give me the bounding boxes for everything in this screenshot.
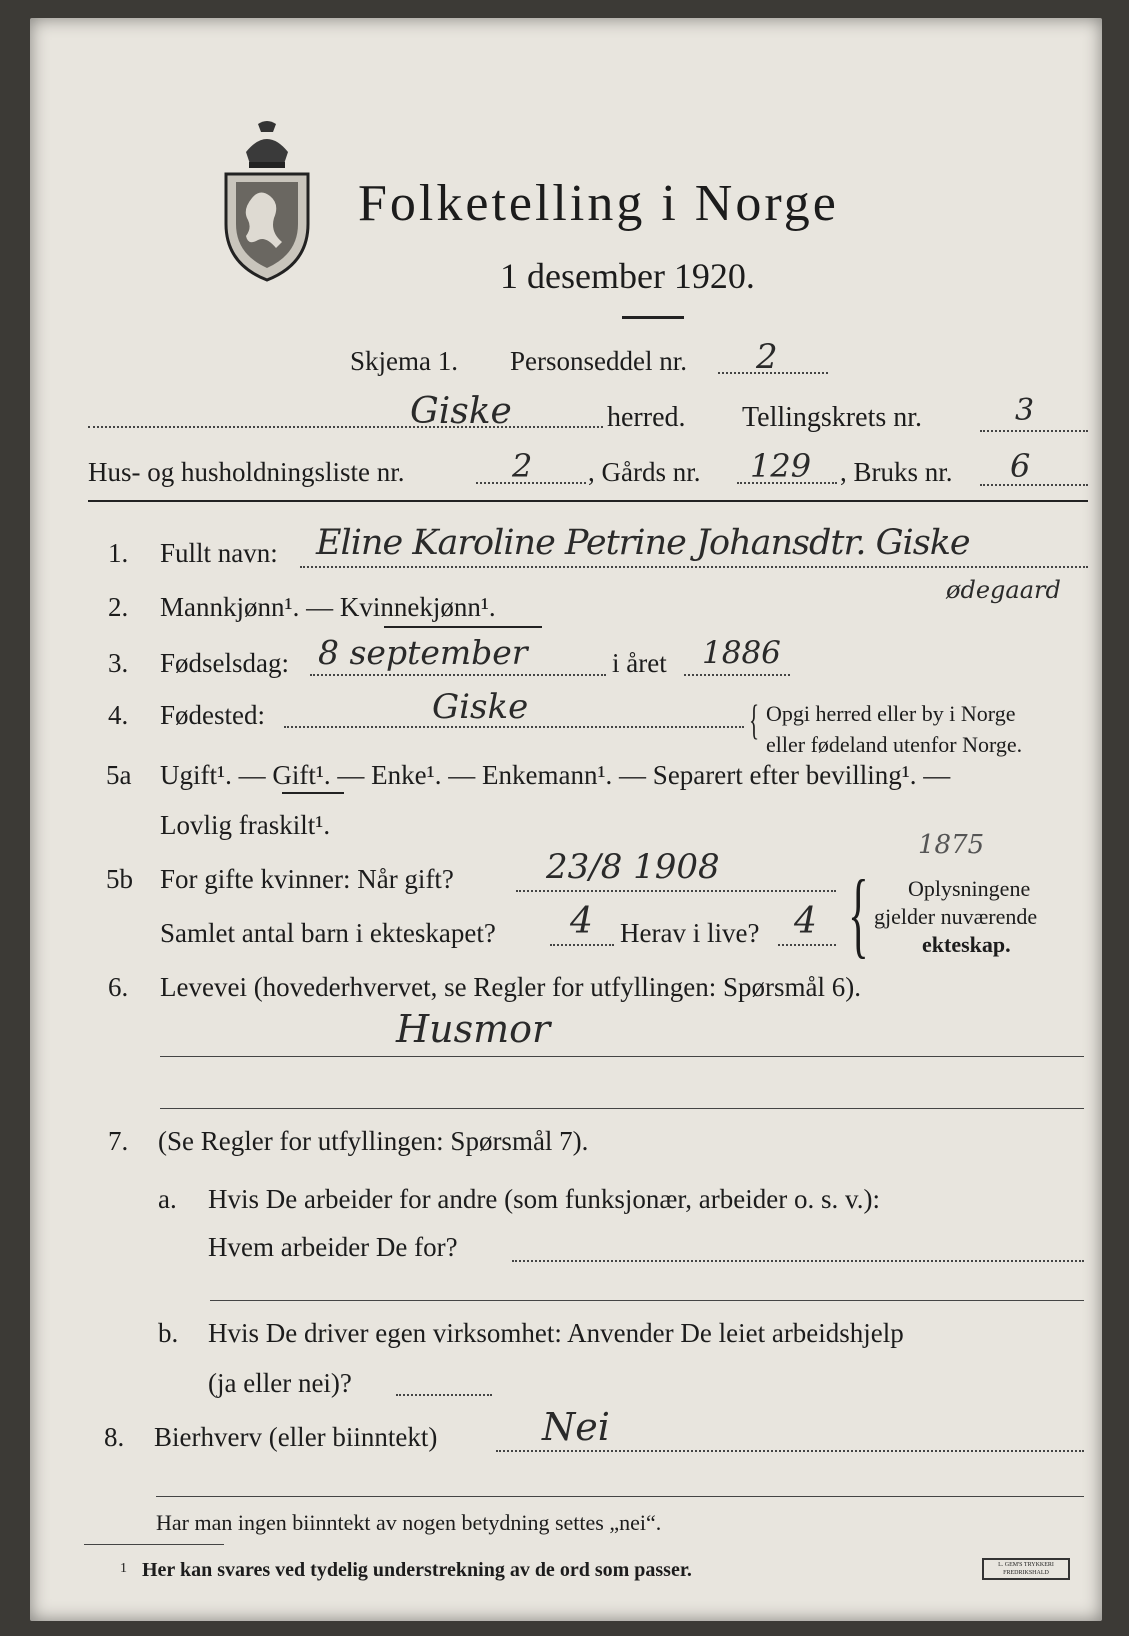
q6-field-line2 [160, 1108, 1084, 1109]
q7a-line1: Hvis De arbeider for andre (som funksjonær, arbeider o. s. v.): [208, 1184, 880, 1214]
q5b-label-married: For gifte kvinner: Når gift? [160, 864, 454, 894]
q7a-field-line2 [210, 1300, 1084, 1301]
q5b-label-alive: Herav i live? [620, 918, 760, 948]
q7b-field-line [396, 1394, 492, 1396]
biinntekt-note: Har man ingen biinntekt av nogen betydning settes „nei“. [156, 1510, 662, 1535]
q1-value-extra[interactable]: ødegaard [946, 576, 1061, 604]
q4-note-line2: eller fødeland utenfor Norge. [766, 732, 1023, 757]
q5b-note-line3: ekteskap. [922, 932, 1011, 957]
header-divider [88, 500, 1088, 502]
q5a-line1[interactable]: Ugift¹. — Gift¹. — Enke¹. — Enkemann¹. — Separert efter bevilling¹. — [160, 760, 951, 790]
q7b-letter: b. [158, 1318, 179, 1348]
q5b-alive-value[interactable]: 4 [794, 901, 817, 942]
q2-number: 2. [108, 592, 129, 622]
q2-label[interactable]: Mannkjønn¹. — Kvinnekjønn¹. [160, 592, 496, 622]
q3-year-label: i året [612, 648, 667, 678]
q5b-note-line2: gjelder nuværende [874, 904, 1038, 929]
husholdningsliste-value[interactable]: 2 [512, 447, 533, 485]
q4-label: Fødested: [160, 700, 265, 730]
personseddel-label: Personseddel nr. [510, 346, 687, 376]
q5b-label-children: Samlet antal barn i ekteskapet? [160, 918, 496, 948]
q7b-line2: (ja eller nei)? [208, 1368, 352, 1398]
q7a-line2: Hvem arbeider De for? [208, 1232, 458, 1262]
q5b-note-line1: Oplysningene [908, 876, 1031, 901]
census-date: 1 desember 1920. [500, 256, 755, 296]
q5b-alive-field-line [778, 944, 836, 946]
q6-number: 6. [108, 972, 129, 1002]
q1-value[interactable]: Eline Karoline Petrine Johansdtr. Giske [316, 523, 970, 563]
q5b-brace: { [848, 860, 869, 967]
q8-field-line1 [496, 1450, 1084, 1452]
q7b-line1: Hvis De driver egen virksomhet: Anvender De leiet arbeidshjelp [208, 1318, 904, 1348]
q4-brace: { [749, 698, 760, 744]
q3-number: 3. [108, 648, 129, 678]
q1-label: Fullt navn: [160, 538, 278, 568]
tellingskrets-field-line [980, 430, 1088, 432]
q8-number: 8. [104, 1422, 125, 1452]
q6-label: Levevei (hovederhvervet, se Regler for utfyllingen: Spørsmål 6). [160, 972, 862, 1002]
personseddel-value[interactable]: 2 [756, 337, 778, 377]
title-divider [622, 316, 684, 319]
herred-field-line [88, 426, 603, 428]
tellingskrets-label: Tellingskrets nr. [742, 402, 923, 433]
bruks-value[interactable]: 6 [1010, 447, 1031, 485]
q5b-married-value[interactable]: 23/8 1908 [546, 847, 720, 887]
footnote-divider [84, 1544, 224, 1545]
q5b-children-field-line [550, 944, 614, 946]
q7a-field-line1 [512, 1260, 1084, 1262]
q8-value[interactable]: Nei [542, 1405, 610, 1449]
gards-value[interactable]: 129 [750, 447, 812, 485]
q5b-margin-note: 1875 [918, 830, 985, 860]
q4-value[interactable]: Giske [432, 687, 529, 727]
q3-year-field-line [684, 674, 790, 676]
norwegian-coat-of-arms-icon [222, 118, 312, 282]
q6-value[interactable]: Husmor [396, 1007, 551, 1051]
q7-number: 7. [108, 1126, 129, 1156]
footnote-text: Her kan svares ved tydelig understrekning av de ord som passer. [142, 1559, 692, 1581]
q5b-number: 5b [106, 864, 133, 894]
q5a-number: 5a [106, 760, 132, 790]
bruks-field-line [980, 484, 1088, 486]
footnote-mark: 1 [120, 1561, 127, 1576]
gift-underline [282, 792, 344, 794]
q5a-line2[interactable]: Lovlig fraskilt¹. [160, 810, 331, 840]
herred-label: herred. [607, 402, 686, 433]
husholdningsliste-label: Hus- og husholdningsliste nr. [88, 457, 405, 487]
page-title: Folketelling i Norge [358, 175, 839, 232]
tellingskrets-value[interactable]: 3 [1015, 393, 1035, 428]
q7a-letter: a. [158, 1184, 177, 1214]
q4-number: 4. [108, 700, 129, 730]
q8-label: Bierhverv (eller biinntekt) [154, 1422, 438, 1452]
q3-year-value[interactable]: 1886 [702, 635, 781, 671]
q3-value[interactable]: 8 september [318, 633, 528, 672]
herred-value[interactable]: Giske [410, 391, 512, 432]
q1-field-line [300, 566, 1088, 568]
q8-field-line2 [156, 1496, 1084, 1497]
q7-label: (Se Regler for utfyllingen: Spørsmål 7). [158, 1126, 589, 1156]
q6-field-line1 [160, 1056, 1084, 1057]
skjema-label: Skjema 1. [350, 346, 458, 376]
printer-stamp-text: L. GEM'S TRYKKERI FREDRIKSHALD [998, 1562, 1054, 1576]
q5b-children-value[interactable]: 4 [570, 901, 593, 942]
q1-number: 1. [108, 538, 129, 568]
kvinnekjonn-underline [384, 626, 542, 628]
printer-stamp [982, 1558, 1070, 1580]
q5b-married-field-line [516, 890, 836, 892]
q3-field-line [310, 674, 606, 676]
q3-label: Fødselsdag: [160, 648, 290, 678]
bruks-label: , Bruks nr. [840, 457, 953, 487]
gards-label: , Gårds nr. [588, 457, 701, 487]
q4-note-line1: Opgi herred eller by i Norge [766, 701, 1016, 726]
